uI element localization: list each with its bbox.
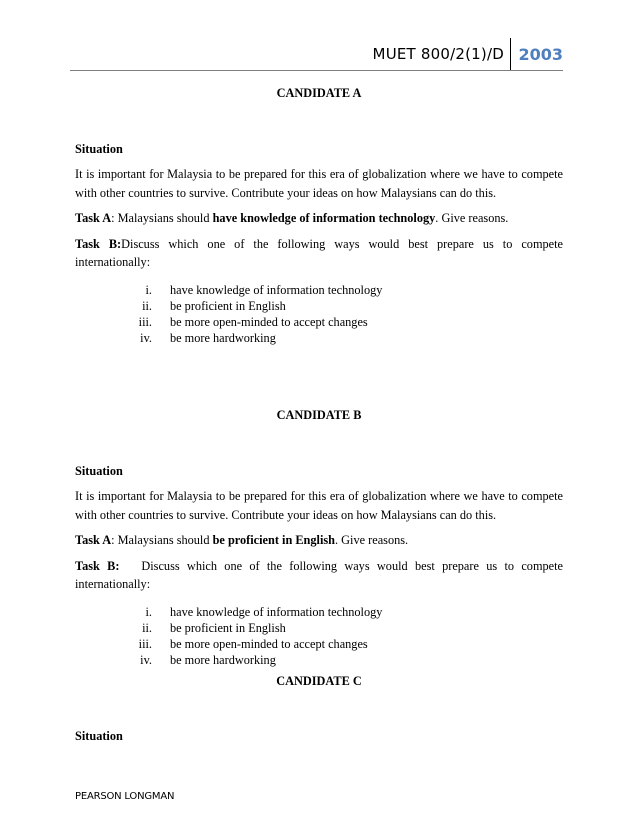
candidate-b-task-b-label: Task B: xyxy=(75,558,120,573)
list-item xyxy=(75,604,563,620)
option-text: be proficient in English xyxy=(170,621,286,636)
candidate-c-situation-label: Situation xyxy=(75,729,123,744)
option-number: ii. xyxy=(142,621,152,636)
candidate-a-task-a xyxy=(75,209,563,228)
list-item xyxy=(75,314,563,330)
option-text: be more hardworking xyxy=(170,653,276,668)
candidate-b-task-b xyxy=(75,557,563,594)
option-text: be proficient in English xyxy=(170,298,286,313)
list-item xyxy=(75,636,563,652)
candidate-a-task-b-label: Task B: xyxy=(75,236,122,251)
list-item xyxy=(75,282,563,298)
candidate-a-task-a-label: Task A xyxy=(75,211,112,225)
candidate-a-title: CANDIDATE A xyxy=(276,86,362,100)
candidate-b-title: CANDIDATE B xyxy=(276,408,362,423)
list-item xyxy=(75,298,563,314)
list-item xyxy=(75,330,563,346)
candidate-b-situation-label: Situation xyxy=(75,463,123,478)
candidate-b-task-a-prefix: : Malaysians should xyxy=(111,533,213,548)
exam-year: 2003 xyxy=(518,44,563,64)
list-item xyxy=(75,620,563,636)
list-item xyxy=(75,652,563,668)
option-text: be more open-minded to accept changes xyxy=(170,637,368,652)
header-separator xyxy=(510,38,512,70)
candidate-a-task-b-text: Discuss which one of the following ways would best prepare us to compete internationally: xyxy=(75,236,563,269)
candidate-b-task-a-suffix: . Give reasons. xyxy=(335,533,409,548)
option-number: i. xyxy=(145,604,152,619)
option-number: iv. xyxy=(140,331,152,346)
option-number: ii. xyxy=(142,298,152,313)
option-text: have knowledge of information technology xyxy=(170,282,383,297)
candidate-b-task-b-text: Discuss which one of the following ways would best prepare us to compete internationally: xyxy=(75,558,563,592)
page-footer: PEARSON LONGMAN xyxy=(75,791,175,802)
header-rule xyxy=(70,70,563,71)
option-text: have knowledge of information technology xyxy=(170,604,383,619)
candidate-a-task-a-bold: have knowledge of information technology xyxy=(212,211,436,225)
option-number: iv. xyxy=(140,653,152,668)
candidate-b-task-a-label: Task A xyxy=(75,533,112,548)
option-number: iii. xyxy=(138,637,152,652)
option-number: iii. xyxy=(138,314,152,329)
candidate-b-task-a-bold: be proficient in English xyxy=(212,533,336,548)
page-header xyxy=(373,37,563,71)
candidate-a-situation-text: It is important for Malaysia to be prepared for this era of globalization where we have to compete with other countries to survive. Contribute your ideas on how Malaysians can do this. xyxy=(75,167,563,200)
candidate-b-situation-text: It is important for Malaysia to be prepared for this era of globalization where we have to compete with other countries to survive. Contribute your ideas on how Malaysians can do this. xyxy=(75,489,563,522)
candidate-a-situation-label: Situation xyxy=(75,141,123,156)
option-number: i. xyxy=(145,282,152,297)
candidate-a-options xyxy=(75,282,563,347)
candidate-a-task-b xyxy=(75,235,563,272)
option-text: be more open-minded to accept changes xyxy=(170,314,368,329)
exam-code: MUET 800/2(1)/D xyxy=(372,45,504,63)
candidate-a-task-a-prefix: : Malaysians should xyxy=(111,211,213,225)
option-text: be more hardworking xyxy=(170,331,276,346)
candidate-b-task-a xyxy=(75,531,563,550)
candidate-c-title: CANDIDATE C xyxy=(276,673,362,688)
page-content xyxy=(75,84,563,746)
candidate-b-options xyxy=(75,604,563,669)
candidate-a-task-a-suffix: . Give reasons. xyxy=(435,211,509,225)
